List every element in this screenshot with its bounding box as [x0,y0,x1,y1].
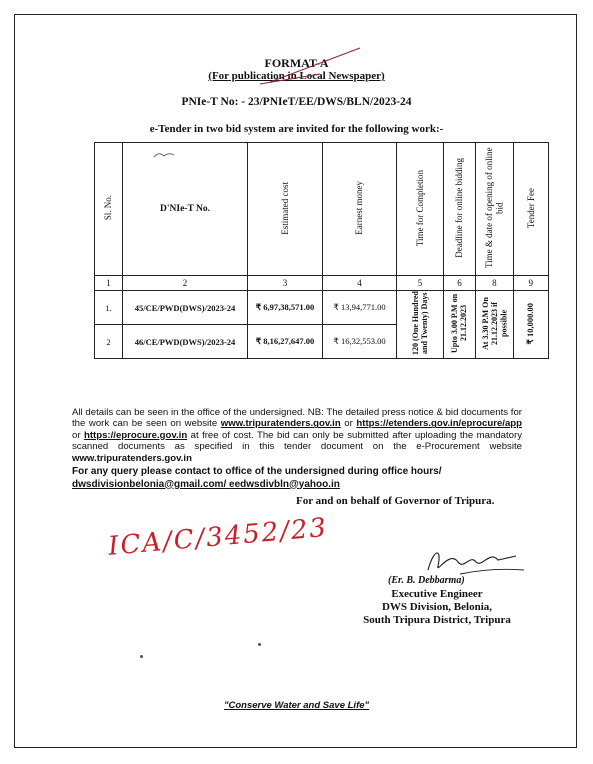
email-link-1[interactable]: dwsdivisionbelonia@gmail.com/ [72,478,227,490]
query-line: For any query please contact to office of the undersigned during office hours/ [72,466,442,477]
link-tripuratenders[interactable]: www.tripuratenders.gov.in [220,418,341,430]
col-opening: Time & date of opening of online bid [475,143,513,276]
row-dnit: 46/CE/PWD(DWS)/2023-24 [123,325,248,359]
col-number: 3 [248,276,323,291]
signatory-district: South Tripura District, Tripura [363,614,511,626]
signatory-division: DWS Division, Belonia, [381,601,493,613]
details-text: All details can be seen in the office of the undersigned. NB: The detailed press notice & bid documents for the work can be seen on website [72,407,522,430]
signatory-name: (Er. B. Debbarma) [388,575,465,586]
col-time: Time for Completion [397,143,444,276]
table-row [95,291,549,325]
col-number: 5 [397,276,444,291]
publication-note: (For publication in Local Newspaper) [208,70,385,82]
col-number: 9 [513,276,548,291]
details-text: at free of cost. The bid can only be submitted after uploading the mandatory scanned documents as specified in this tender document on the e-Procurement website [72,429,522,453]
signature-scribble [420,540,530,580]
speck [258,643,261,646]
query-block [72,466,522,491]
row-dnit: 45/CE/PWD(DWS)/2023-24 [123,291,248,325]
col-number: 8 [475,276,513,291]
handwritten-reference: ICA/C/3452/23 [107,512,330,562]
shared-time: 120 (One Hundred and Twenty) Days [397,291,444,359]
pnit-number: PNIe-T No: - 23/PNIeT/EE/DWS/BLN/2023-24 [181,96,412,108]
col-number: 2 [123,276,248,291]
link-tripuratenders-2[interactable]: www.tripuratenders.gov.in [72,452,192,464]
row-emd: ₹ 16,32,553.00 [323,325,397,359]
details-or: or [344,418,353,430]
shared-fee: ₹ 10,000.00 [513,291,548,359]
details-or: or [72,429,81,441]
signature-block [352,588,522,627]
signatory-title: Executive Engineer [391,588,483,600]
col-deadline: Deadline for online bidding [443,143,475,276]
row-emd: ₹ 13,94,771.00 [323,291,397,325]
footer-slogan: "Conserve Water and Save Life" [223,700,370,711]
row-cost: ₹ 6,97,38,571.00 [248,291,323,325]
email-line [72,479,522,492]
row-sl: 1. [95,291,123,325]
link-etenders[interactable]: https://etenders.gov.in/eprocure/app [356,418,522,430]
scribble-mark [153,151,175,159]
row-cost: ₹ 8,16,27,647.00 [248,325,323,359]
col-dnit: D'NIe-T No. [123,143,248,276]
table-header-row [95,143,549,276]
details-paragraph [72,407,522,464]
behalf-line: For and on behalf of Governor of Tripura. [296,495,495,507]
col-number: 6 [443,276,475,291]
shared-deadline: Upto 3.00 P.M on 21.12.2023 [443,291,475,359]
row-sl: 2 [95,325,123,359]
speck [140,655,143,658]
col-number: 1 [95,276,123,291]
col-cost: Estimated cost [248,143,323,276]
col-emd: Earnest money [323,143,397,276]
col-number: 4 [323,276,397,291]
column-number-row [95,276,549,291]
link-eprocure[interactable]: https://eprocure.gov.in [83,429,188,441]
tender-table [94,142,549,359]
shared-opening: At 3.30 P.M On 21.12.2023 if possible [475,291,513,359]
pen-strike-mark [250,44,370,86]
email-link-2[interactable]: eedwsdivbln@yahoo.in [229,478,340,490]
col-sl: Sl. No. [95,143,123,276]
format-title: FORMAT-A [264,56,329,70]
intro-line: e-Tender in two bid system are invited for the following work:- [149,123,444,135]
col-fee: Tender Fee [513,143,548,276]
